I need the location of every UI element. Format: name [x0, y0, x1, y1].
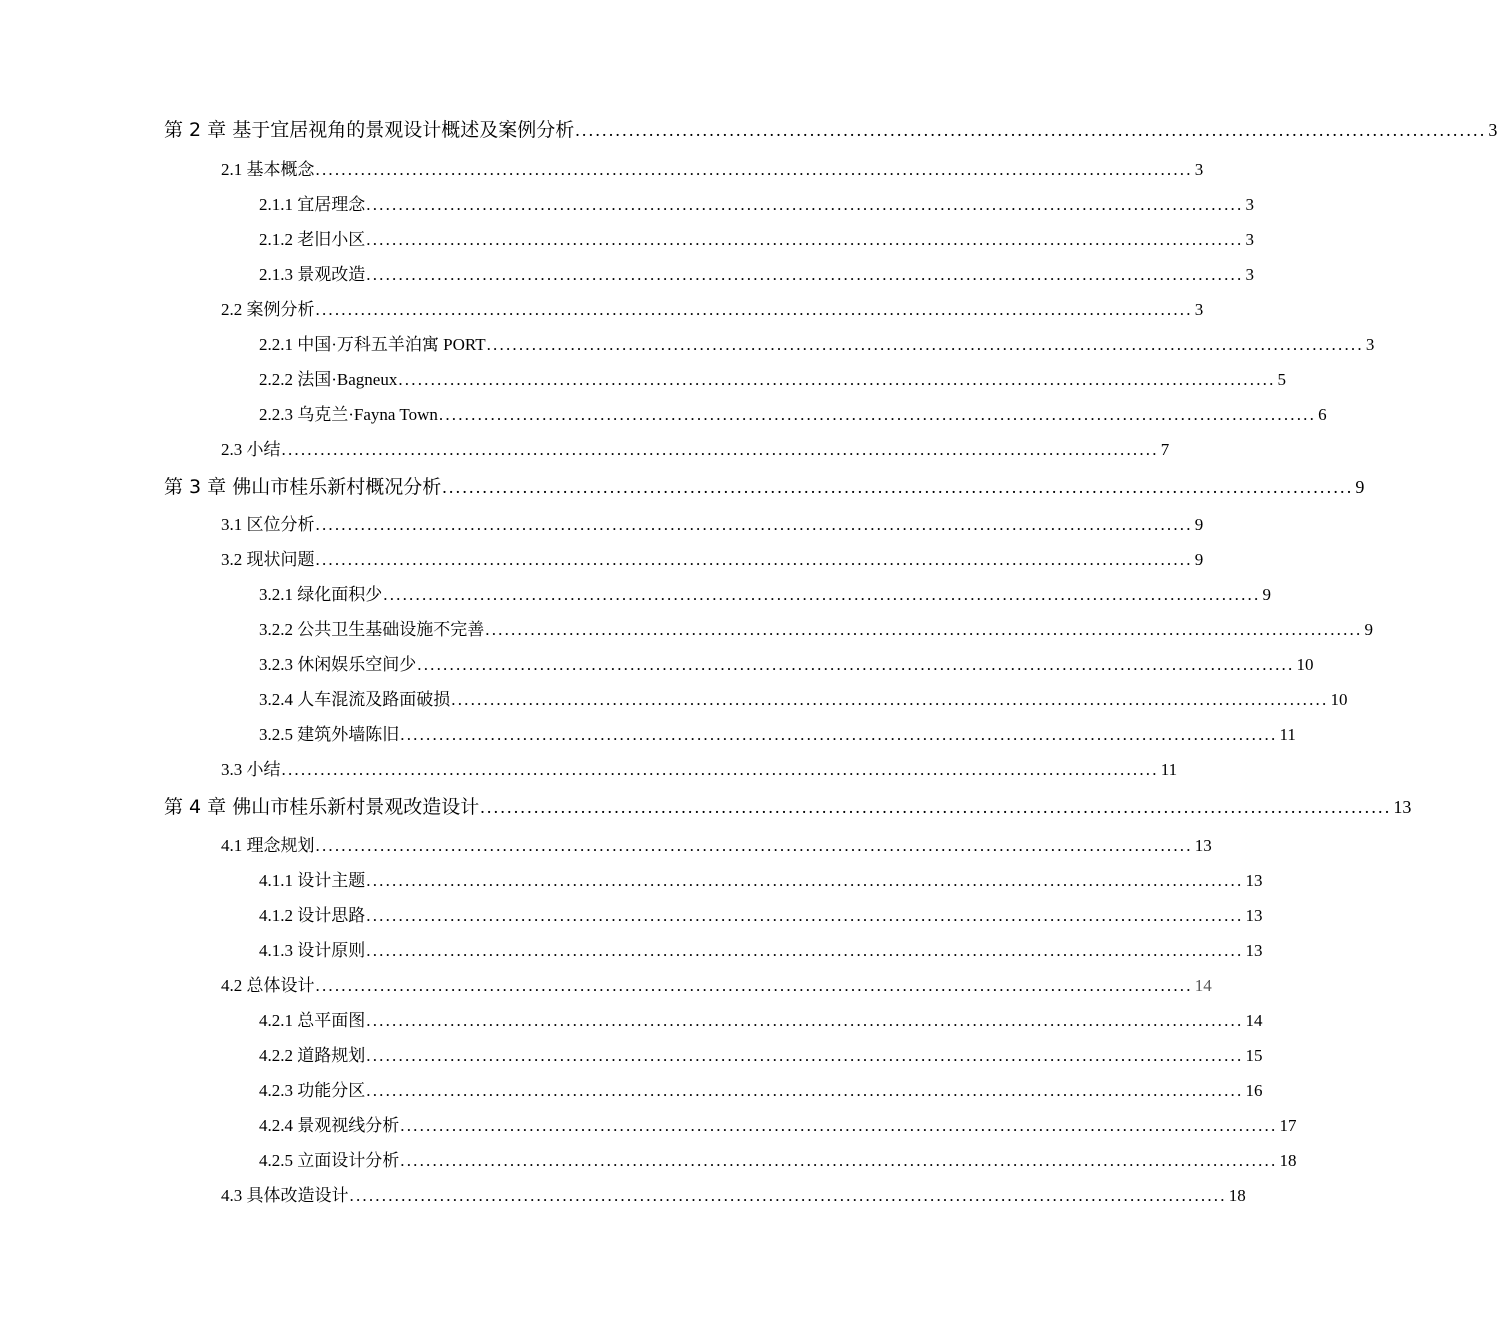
- toc-entry-section[interactable]: [221, 755, 1178, 780]
- toc-entry-title: 4.1.3 设计原则: [259, 941, 366, 960]
- toc-entry-subsection[interactable]: [259, 1076, 1263, 1101]
- toc-entry-subsection[interactable]: [259, 1111, 1297, 1136]
- dot-leader: ........................................................................................................................................: [442, 477, 1354, 497]
- dot-leader: ........................................................................................................................................: [281, 440, 1159, 459]
- dot-leader: ........................................................................................................................................: [315, 836, 1193, 855]
- toc-entry-subsection[interactable]: [259, 936, 1263, 961]
- toc-entry-title: 4.2.1 总平面图: [259, 1011, 366, 1030]
- toc-entry-subsection[interactable]: [259, 1041, 1263, 1066]
- dot-leader: ........................................................................................................................................: [480, 797, 1392, 817]
- toc-entry-page: 3: [1365, 335, 1375, 354]
- toc-entry-page: 9: [1364, 620, 1373, 639]
- toc-entry-page: 3: [1245, 195, 1254, 214]
- toc-entry-subsection[interactable]: [259, 901, 1263, 926]
- toc-entry-section[interactable]: [221, 831, 1212, 856]
- toc-entry-title: 3.1 区位分析: [221, 515, 315, 534]
- toc-entry-title: 2.2.3 乌克兰·Fayna Town: [259, 405, 438, 424]
- toc-entry-page: 9: [1194, 515, 1204, 534]
- toc-entry-title: 第 3 章 佛山市桂乐新村概况分析: [164, 476, 442, 498]
- toc-entry-subsection[interactable]: [259, 866, 1263, 891]
- toc-entry-section[interactable]: [221, 971, 1212, 996]
- toc-entry-subsection[interactable]: [259, 330, 1375, 355]
- dot-leader: ........................................................................................................................................: [400, 1151, 1278, 1170]
- toc-entry-title: 2.1.1 宜居理念: [259, 195, 366, 214]
- dot-leader: ........................................................................................................................................: [366, 265, 1244, 284]
- toc-entry-page: 10: [1330, 690, 1348, 709]
- toc-entry-page: 9: [1355, 477, 1365, 497]
- toc-entry-title: 3.2.5 建筑外墙陈旧: [259, 725, 400, 744]
- toc-entry-title: 2.2 案例分析: [221, 300, 315, 319]
- toc-entry-title: 4.3 具体改造设计: [221, 1186, 349, 1205]
- dot-leader: ........................................................................................................................................: [315, 976, 1193, 995]
- toc-entry-title: 4.2 总体设计: [221, 976, 315, 995]
- toc-entry-page: 13: [1245, 906, 1263, 925]
- dot-leader: ........................................................................................................................................: [400, 1116, 1278, 1135]
- toc-entry-subsection[interactable]: [259, 720, 1296, 745]
- toc-entry-section[interactable]: [221, 510, 1204, 535]
- toc-entry-section[interactable]: [221, 155, 1204, 180]
- toc-entry-section[interactable]: [221, 1181, 1246, 1206]
- toc-entry-section[interactable]: [221, 435, 1170, 460]
- toc-entry-section[interactable]: [221, 295, 1204, 320]
- toc-entry-page: 14: [1194, 976, 1212, 995]
- toc-entry-title: 4.1.1 设计主题: [259, 871, 366, 890]
- toc-entry-page: 17: [1279, 1116, 1297, 1135]
- toc-entry-subsection[interactable]: [259, 615, 1373, 640]
- toc-entry-page: 18: [1228, 1186, 1246, 1205]
- toc-entry-title: 2.1.3 景观改造: [259, 265, 366, 284]
- toc-entry-title: 4.2.3 功能分区: [259, 1081, 366, 1100]
- dot-leader: ........................................................................................................................................: [486, 335, 1364, 354]
- toc-entry-title: 第 4 章 佛山市桂乐新村景观改造设计: [164, 796, 480, 818]
- dot-leader: ........................................................................................................................................: [366, 1046, 1244, 1065]
- toc-entry-page: 3: [1194, 300, 1204, 319]
- toc-entry-title: 3.2.1 绿化面积少: [259, 585, 383, 604]
- toc-entry-page: 10: [1296, 655, 1314, 674]
- toc-entry-page: 13: [1194, 836, 1212, 855]
- dot-leader: ........................................................................................................................................: [366, 195, 1244, 214]
- toc-entry-title: 2.1 基本概念: [221, 160, 315, 179]
- toc-entry-title: 3.2.2 公共卫生基础设施不完善: [259, 620, 485, 639]
- toc-entry-page: 5: [1277, 370, 1287, 389]
- toc-entry-page: 14: [1245, 1011, 1263, 1030]
- dot-leader: ........................................................................................................................................: [451, 690, 1329, 709]
- toc-entry-subsection[interactable]: [259, 190, 1254, 215]
- dot-leader: ........................................................................................................................................: [315, 160, 1193, 179]
- toc-entry-title: 2.1.2 老旧小区: [259, 230, 366, 249]
- dot-leader: ........................................................................................................................................: [366, 941, 1244, 960]
- toc-entry-title: 4.2.2 道路规划: [259, 1046, 366, 1065]
- toc-entry-subsection[interactable]: [259, 260, 1254, 285]
- toc-entry-page: 11: [1279, 725, 1296, 744]
- toc-entry-title: 4.2.5 立面设计分析: [259, 1151, 400, 1170]
- toc-entry-chapter-4[interactable]: [164, 792, 1412, 819]
- toc-entry-subsection[interactable]: [259, 225, 1254, 250]
- dot-leader: ........................................................................................................................................: [366, 1081, 1244, 1100]
- toc-entry-chapter-3[interactable]: [164, 472, 1365, 499]
- toc-entry-subsection[interactable]: [259, 685, 1348, 710]
- dot-leader: ........................................................................................................................................: [366, 871, 1244, 890]
- dot-leader: ........................................................................................................................................: [575, 120, 1487, 140]
- dot-leader: ........................................................................................................................................: [315, 300, 1193, 319]
- dot-leader: ........................................................................................................................................: [315, 550, 1193, 569]
- toc-entry-subsection[interactable]: [259, 1146, 1297, 1171]
- toc-entry-page: 3: [1194, 160, 1204, 179]
- dot-leader: ........................................................................................................................................: [383, 585, 1261, 604]
- toc-entry-chapter-2[interactable]: [164, 115, 1497, 142]
- toc-entry-page: 3: [1245, 265, 1254, 284]
- dot-leader: ........................................................................................................................................: [417, 655, 1295, 674]
- dot-leader: ........................................................................................................................................: [400, 725, 1278, 744]
- toc-entry-subsection[interactable]: [259, 400, 1327, 425]
- dot-leader: ........................................................................................................................................: [485, 620, 1363, 639]
- toc-entry-subsection[interactable]: [259, 580, 1271, 605]
- dot-leader: ........................................................................................................................................: [366, 1011, 1244, 1030]
- toc-entry-page: 13: [1245, 871, 1263, 890]
- toc-entry-subsection[interactable]: [259, 650, 1314, 675]
- toc-entry-title: 4.1 理念规划: [221, 836, 315, 855]
- dot-leader: ........................................................................................................................................: [281, 760, 1159, 779]
- toc-entry-section[interactable]: [221, 545, 1204, 570]
- toc-entry-page: 9: [1262, 585, 1271, 604]
- toc-entry-subsection[interactable]: [259, 365, 1287, 390]
- toc-entry-page: 16: [1245, 1081, 1263, 1100]
- toc-entry-page: 7: [1160, 440, 1170, 459]
- dot-leader: ........................................................................................................................................: [315, 515, 1193, 534]
- toc-entry-page: 3: [1245, 230, 1254, 249]
- dot-leader: ........................................................................................................................................: [349, 1186, 1227, 1205]
- toc-entry-title: 4.2.4 景观视线分析: [259, 1116, 400, 1135]
- toc-entry-page: 9: [1194, 550, 1204, 569]
- toc-entry-title: 3.3 小结: [221, 760, 281, 779]
- toc-entry-page: 18: [1279, 1151, 1297, 1170]
- toc-entry-title: 2.2.2 法国·Bagneux: [259, 370, 398, 389]
- toc-entry-page: 13: [1393, 797, 1412, 817]
- toc-entry-title: 3.2.3 休闲娱乐空间少: [259, 655, 417, 674]
- toc-entry-title: 2.2.1 中国·万科五羊泊寓 PORT: [259, 335, 486, 354]
- toc-entry-page: 15: [1245, 1046, 1263, 1065]
- toc-entry-title: 3.2 现状问题: [221, 550, 315, 569]
- toc-entry-title: 2.3 小结: [221, 440, 281, 459]
- toc-entry-title: 第 2 章 基于宜居视角的景观设计概述及案例分析: [164, 119, 575, 141]
- toc-entry-page: 13: [1245, 941, 1263, 960]
- toc-entry-subsection[interactable]: [259, 1006, 1263, 1031]
- toc-entry-page: 6: [1318, 405, 1327, 424]
- toc-entry-title: 4.1.2 设计思路: [259, 906, 366, 925]
- dot-leader: ........................................................................................................................................: [438, 405, 1317, 424]
- toc-entry-page: 3: [1488, 120, 1497, 140]
- dot-leader: ........................................................................................................................................: [398, 370, 1276, 389]
- dot-leader: ........................................................................................................................................: [366, 906, 1244, 925]
- toc-entry-title: 3.2.4 人车混流及路面破损: [259, 690, 451, 709]
- toc-entry-page: 11: [1160, 760, 1178, 779]
- dot-leader: ........................................................................................................................................: [366, 230, 1244, 249]
